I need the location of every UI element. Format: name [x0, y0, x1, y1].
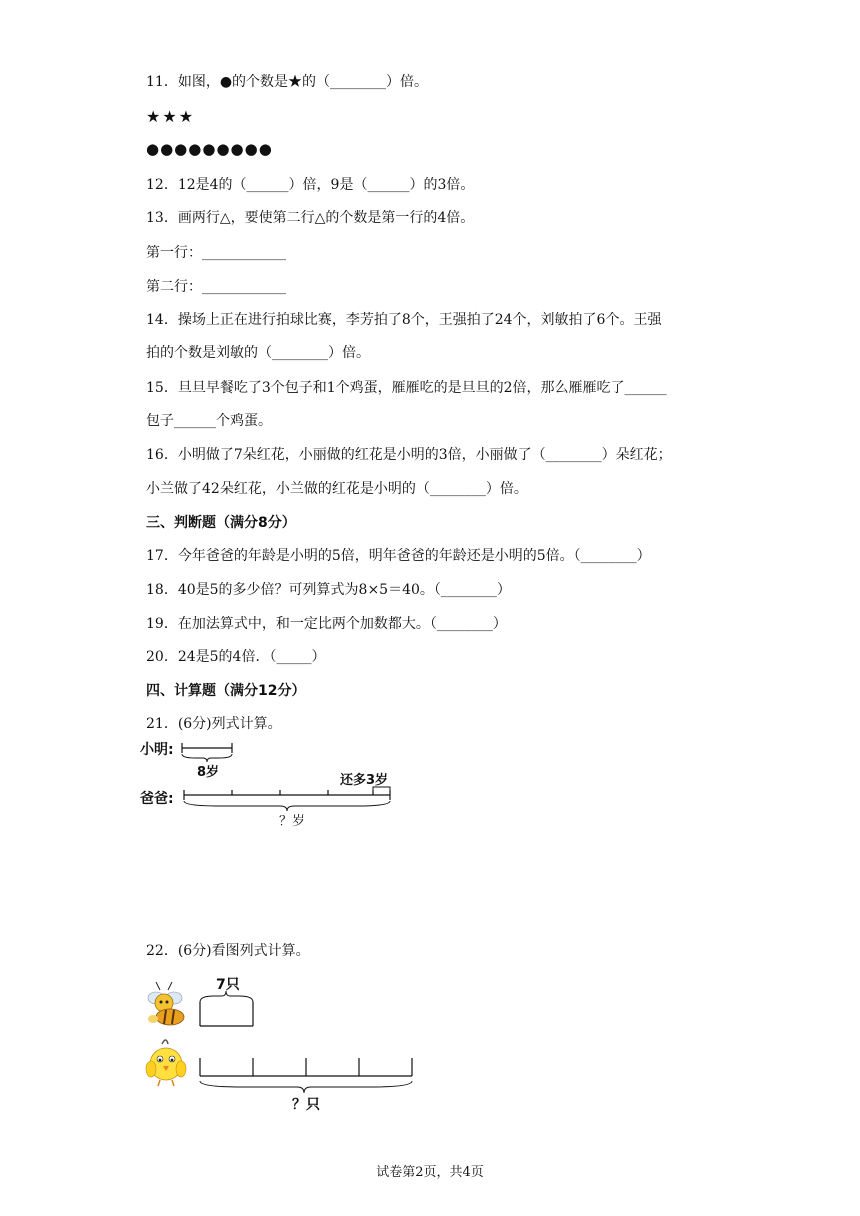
- father-label: 爸爸:: [140, 791, 174, 807]
- question-13-row2: 第二行：____________: [146, 279, 286, 295]
- section-4-heading: 四、计算题（满分12分）: [146, 683, 306, 699]
- question-14-line1: 14．操场上正在进行拍球比赛，李芳拍了8个，王强拍了24个，刘敏拍了6个。王强: [146, 312, 662, 328]
- bee-icon: [148, 982, 184, 1025]
- page-footer: 试卷第2页，共4页: [376, 1165, 484, 1180]
- question-18: 18．40是5的多少倍？可列算式为8×5＝40。（________）: [146, 582, 511, 598]
- bee-count-label: 7只: [216, 977, 240, 993]
- question-19: 19．在加法算式中，和一定比两个加数都大。（________）: [146, 616, 507, 632]
- dot-row: ●●●●●●●●●: [146, 140, 273, 158]
- question-14-line2: 拍的个数是刘敏的（________）倍。: [146, 345, 370, 361]
- section-3-heading: 三、判断题（满分8分）: [146, 515, 296, 531]
- star-row: ★★★: [146, 107, 196, 126]
- xiaoming-label: 小明:: [140, 742, 174, 758]
- question-20: 20．24是5的4倍．（_____）: [146, 649, 326, 665]
- chick-icon: [146, 1040, 186, 1086]
- chick-count-question: ？只: [292, 1097, 320, 1113]
- question-11: 11．如图，●的个数是★的（________）倍。: [146, 74, 429, 90]
- question-22: 22．(6分)看图列式计算。: [146, 943, 310, 959]
- question-15-line1: 15．旦旦早餐吃了3个包子和1个鸡蛋，雁雁吃的是旦旦的2倍，那么雁雁吃了______: [146, 380, 667, 396]
- question-15-line2: 包子______个鸡蛋。: [146, 413, 272, 429]
- question-17: 17．今年爸爸的年龄是小明的5倍，明年爸爸的年龄还是小明的5倍。（________）: [146, 548, 651, 564]
- question-21: 21．(6分)列式计算。: [146, 716, 282, 732]
- question-16-line1: 16．小明做了7朵红花，小丽做的红花是小明的3倍，小丽做了（________）朵红花；: [146, 447, 672, 463]
- figure-21-diagram: [140, 738, 400, 828]
- extra-years-label: 还多3岁: [340, 773, 389, 788]
- question-13-row1: 第一行：____________: [146, 245, 286, 261]
- question-12: 12．12是4的（______）倍，9是（______）的3倍。: [146, 177, 475, 193]
- xiaoming-age-label: 8岁: [197, 765, 220, 780]
- figure-22-diagram: [142, 974, 422, 1119]
- father-age-question: ？岁: [279, 814, 306, 829]
- question-16-line2: 小兰做了42朵红花，小兰做的红花是小明的（________）倍。: [146, 481, 528, 497]
- question-13: 13．画两行△，要使第二行△的个数是第一行的4倍。: [146, 210, 475, 226]
